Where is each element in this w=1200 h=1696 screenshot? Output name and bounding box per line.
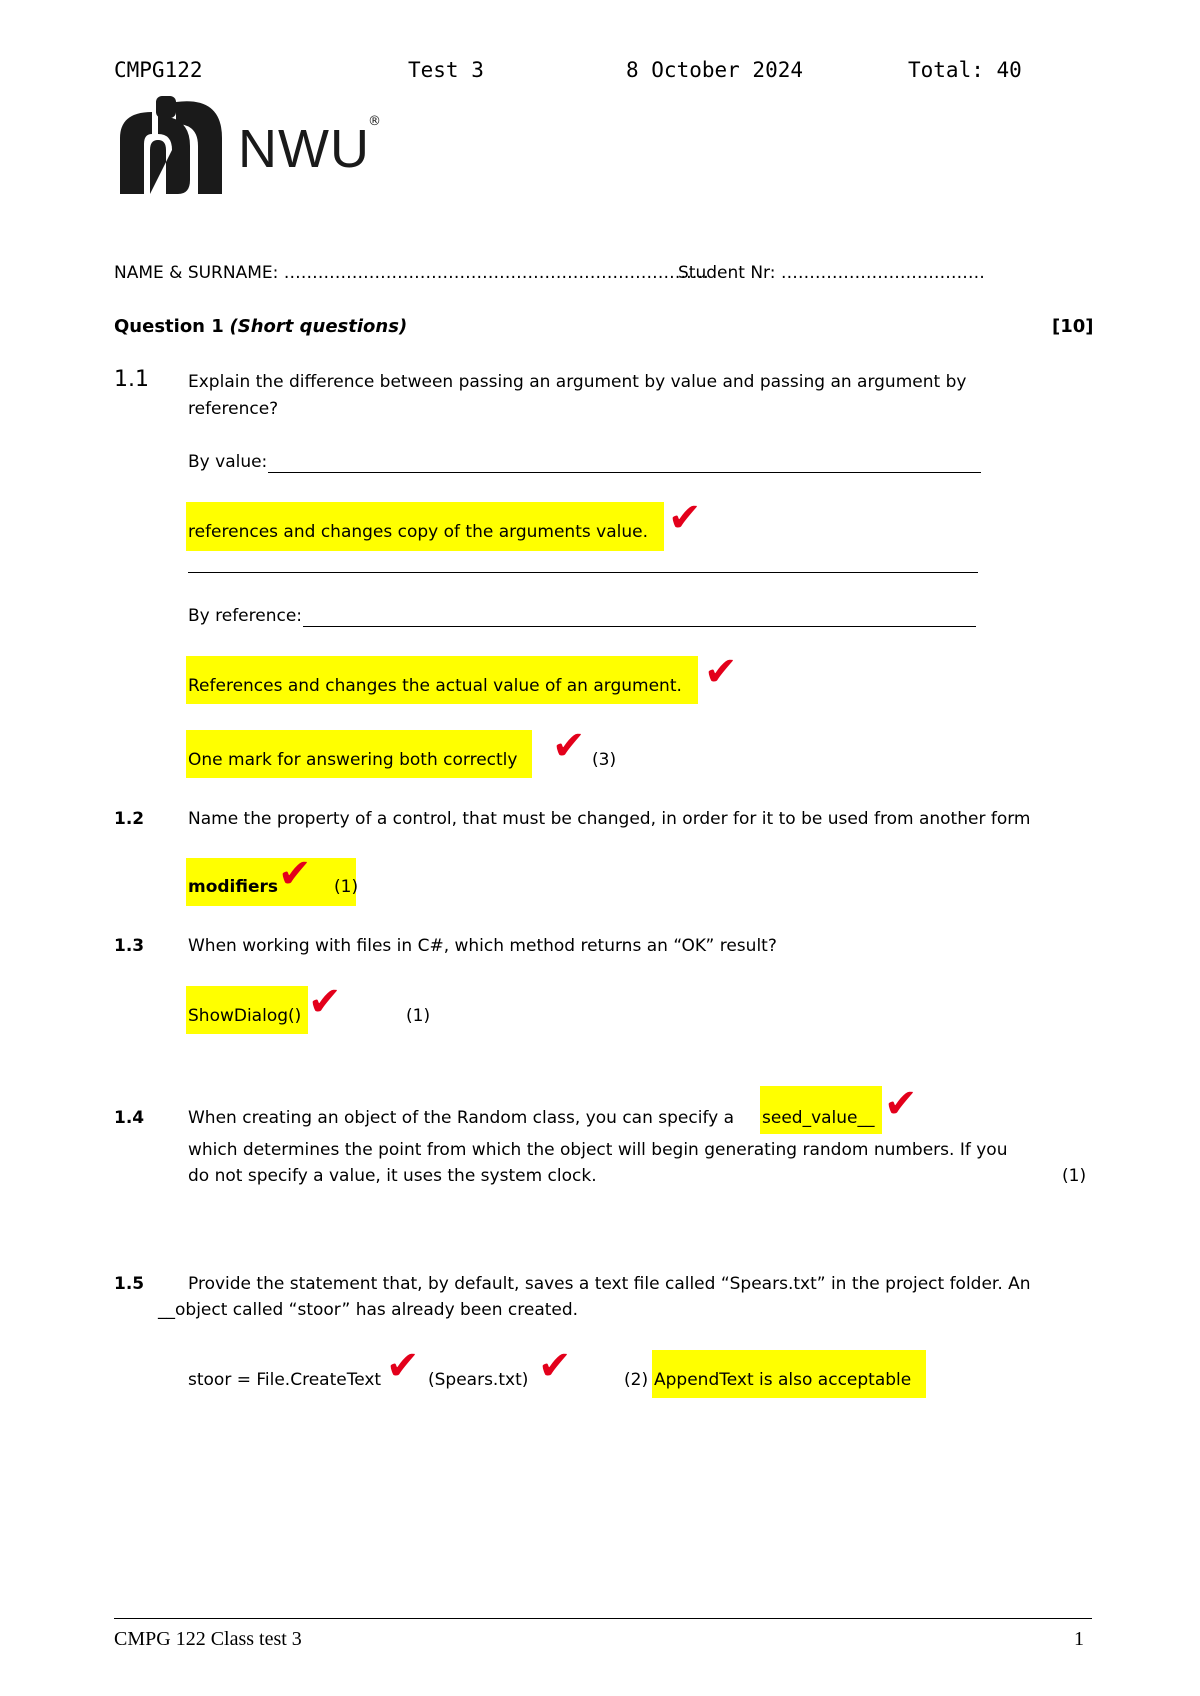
q1-3-number: 1.3 (114, 936, 145, 956)
q1-4-answer: seed_value__ (762, 1108, 875, 1128)
test-date: 8 October 2024 (626, 58, 804, 82)
by-reference-label: By reference: (188, 606, 303, 626)
student-number-field: Student Nr: ……………………………… (678, 263, 985, 283)
tick-icon: ✔ (386, 1343, 420, 1389)
answer-line (303, 626, 976, 627)
tick-icon: ✔ (538, 1343, 572, 1389)
q1-2-answer: modifiers (188, 877, 279, 897)
nwu-logo (118, 94, 418, 204)
footer-rule (114, 1618, 1092, 1619)
q1-3-marks: (1) (406, 1006, 431, 1026)
footer-text: CMPG 122 Class test 3 (114, 1628, 302, 1650)
q1-5-number: 1.5 (114, 1274, 145, 1294)
tick-icon: ✔ (552, 723, 586, 769)
q1-5-marks: (2) (624, 1370, 649, 1390)
test-number: Test 3 (408, 58, 484, 82)
question-heading (114, 316, 407, 337)
tick-icon: ✔ (884, 1081, 918, 1127)
q1-2-text: Name the property of a control, that must be changed, in order for it to be used from another form (188, 809, 1031, 829)
both-correct-answer: One mark for answering both correctly (188, 750, 518, 770)
q1-5-note: AppendText is also acceptable (654, 1370, 912, 1390)
registered-mark: ® (368, 114, 381, 129)
answer-line (188, 572, 978, 573)
nwu-logo-text: NWU (238, 119, 370, 179)
question-label: Question 1 (114, 316, 224, 337)
question-marks: [10] (1052, 316, 1094, 337)
q1-5-answer-part2: (Spears.txt) (428, 1370, 529, 1390)
q1-1-marks: (3) (592, 750, 617, 770)
by-value-label: By value: (188, 452, 268, 472)
q1-4-text-line2: which determines the point from which the object will begin generating random numbers. If you (188, 1140, 1008, 1160)
q1-1-text-line1: Explain the difference between passing an argument by value and passing an argument by (188, 372, 967, 392)
tick-icon: ✔ (668, 495, 702, 541)
q1-3-text: When working with files in C#, which method returns an “OK” result? (188, 936, 777, 956)
q1-5-text-line2: __object called “stoor” has already been created. (158, 1300, 579, 1320)
tick-icon: ✔ (308, 979, 342, 1025)
q1-4-text-part1: When creating an object of the Random class, you can specify a (188, 1108, 735, 1128)
q1-5-answer-part1: stoor = File.CreateText (188, 1370, 382, 1390)
total-marks: Total: 40 (908, 58, 1022, 82)
q1-3-answer: ShowDialog() (188, 1006, 302, 1026)
question-subtitle: (Short questions) (229, 316, 408, 337)
course-code: CMPG122 (114, 58, 203, 82)
q1-1-number: 1.1 (114, 367, 149, 392)
q1-2-marks: (1) (334, 877, 359, 897)
page-number: 1 (1074, 1628, 1084, 1650)
tick-icon: ✔ (704, 649, 738, 695)
q1-1-text-line2: reference? (188, 399, 279, 419)
answer-line (268, 472, 981, 473)
q1-2-number: 1.2 (114, 809, 145, 829)
q1-4-number: 1.4 (114, 1108, 145, 1128)
q1-4-text-line3: do not specify a value, it uses the system clock. (188, 1166, 597, 1186)
q1-5-text-line1: Provide the statement that, by default, saves a text file called “Spears.txt” in the project folder. An (188, 1274, 1031, 1294)
tick-icon: ✔ (278, 851, 312, 897)
q1-4-marks: (1) (1062, 1166, 1087, 1186)
name-surname-field: NAME & SURNAME: ………………………………………………………………… (114, 263, 709, 283)
by-reference-answer: References and changes the actual value of an argument. (188, 676, 682, 696)
by-value-answer: references and changes copy of the arguments value. (188, 522, 648, 542)
